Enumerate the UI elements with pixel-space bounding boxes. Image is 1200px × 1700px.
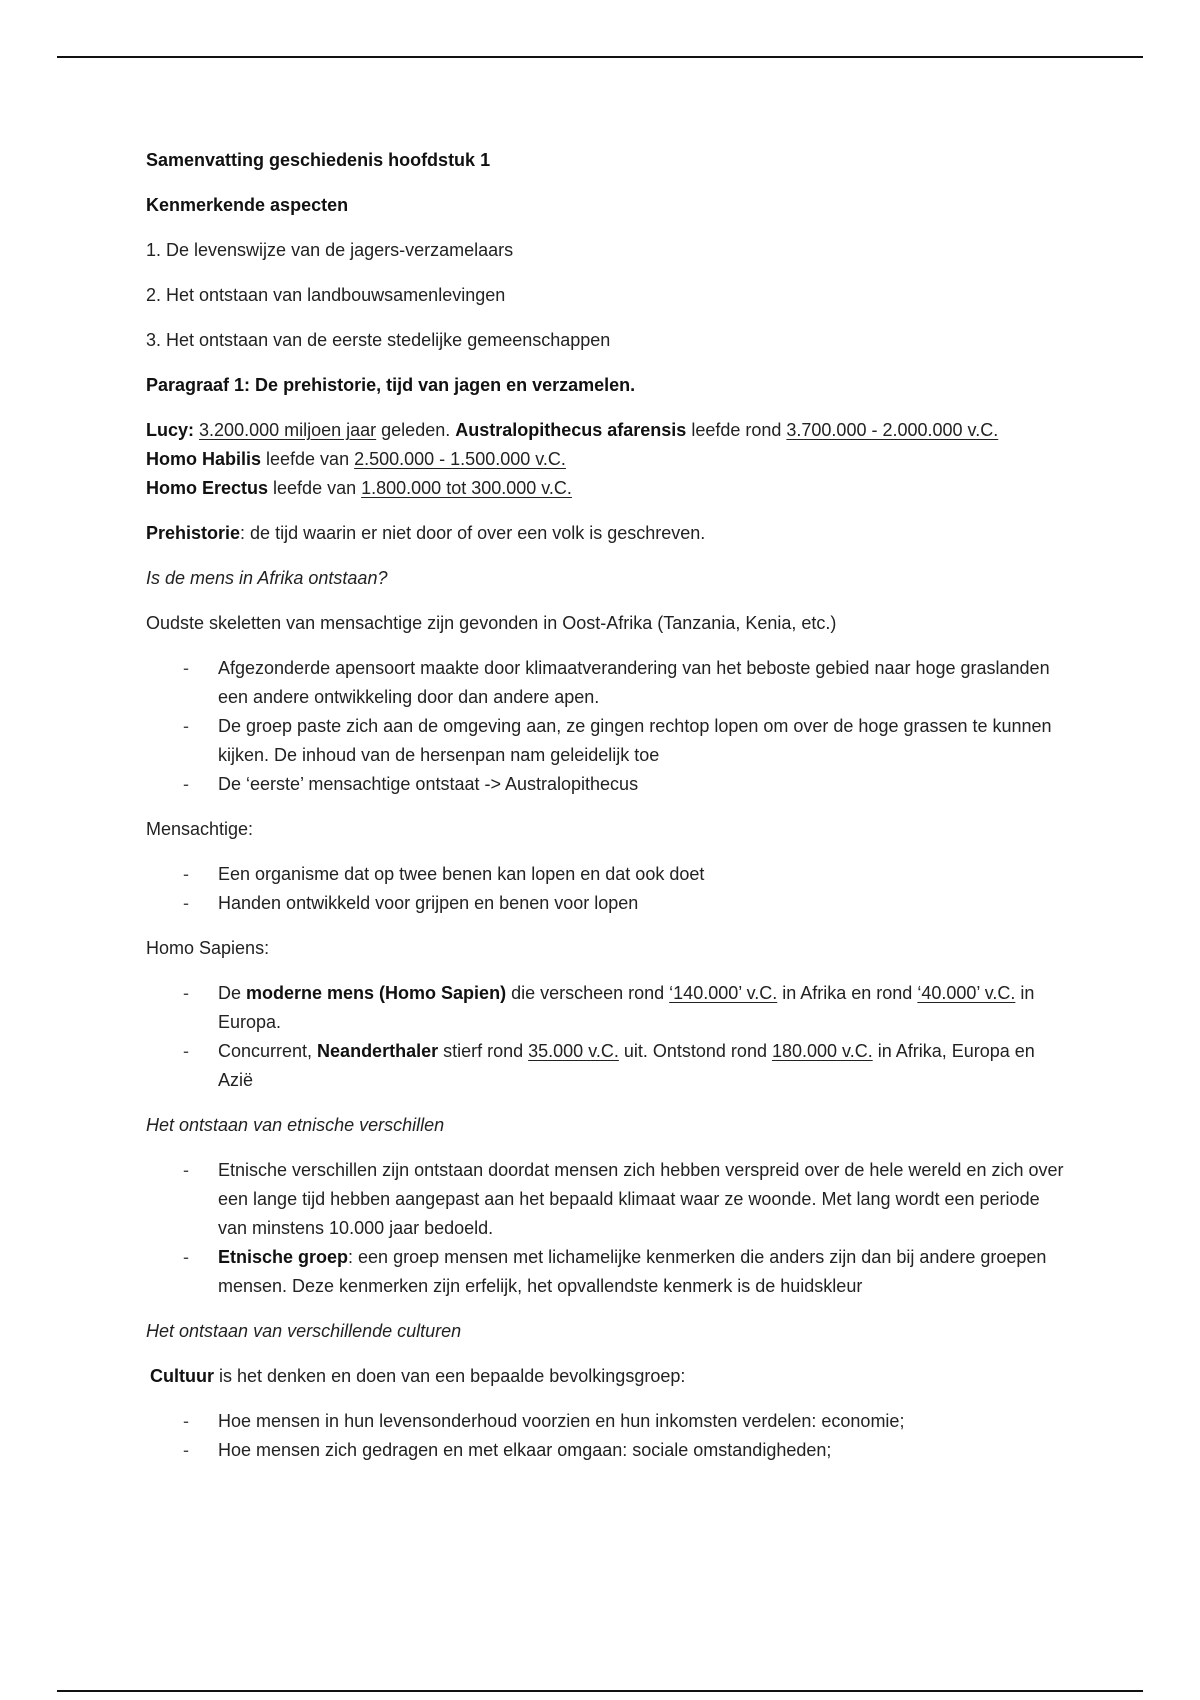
list-item: - Handen ontwikkeld voor grijpen en benen voor lopen (146, 889, 1066, 918)
paragraph1-heading: Paragraaf 1: De prehistorie, tijd van jagen en verzamelen. (146, 375, 636, 395)
africa-points-list (146, 654, 1066, 799)
list-item: - De groep paste zich aan de omgeving aan, ze gingen rechtop lopen om over de hoge grassen te kunnen kijken. De inhoud van de hersenpan nam geleidelijk toe (146, 712, 1066, 770)
list-item: - De ‘eerste’ mensachtige ontstaat -> Australopithecus (146, 770, 1066, 799)
sapiens-label: Homo Sapiens: (146, 938, 270, 958)
aspects-heading: Kenmerkende aspecten (146, 195, 349, 215)
aspect-item: 3. Het ontstaan van de eerste stedelijke gemeenschappen (146, 330, 611, 350)
erectus-line: Homo Erectus leefde van 1.800.000 tot 300.000 v.C. (146, 478, 572, 498)
footer-rule (57, 1690, 1143, 1692)
culture-definition: Cultuur is het denken en doen van een bepaalde bevolkingsgroep: (150, 1366, 686, 1386)
mensachtige-list (146, 860, 1066, 918)
list-item: - De moderne mens (Homo Sapien) die verscheen rond ‘140.000’ v.C. in Afrika en rond ‘40.000’ v.C. in Europa. (146, 979, 1066, 1037)
lucy-line: Lucy: 3.200.000 miljoen jaar geleden. Australopithecus afarensis leefde rond 3.700.000 - 2.000.000 v.C. (146, 420, 999, 440)
list-item: - Afgezonderde apensoort maakte door klimaatverandering van het beboste gebied naar hoge graslanden een andere ontwikkeling door dan andere apen. (146, 654, 1066, 712)
prehistory-definition: Prehistorie: de tijd waarin er niet door of over een volk is geschreven. (146, 523, 706, 543)
document-body (146, 146, 1066, 1481)
africa-question-heading: Is de mens in Afrika ontstaan? (146, 568, 388, 588)
oldest-skeletons-text: Oudste skeletten van mensachtige zijn gevonden in Oost-Afrika (Tanzania, Kenia, etc.) (146, 613, 837, 633)
list-item: - Een organisme dat op twee benen kan lopen en dat ook doet (146, 860, 1066, 889)
sapiens-list (146, 979, 1066, 1095)
list-item: - Etnische groep: een groep mensen met lichamelijke kenmerken die anders zijn dan bij andere groepen mensen. Deze kenmerken zijn erfelijk, het opvallendste kenmerk is de huidskleur (146, 1243, 1066, 1301)
list-item: - Hoe mensen zich gedragen en met elkaar omgaan: sociale omstandigheden; (146, 1436, 1066, 1465)
culture-list (146, 1407, 1066, 1465)
document-title: Samenvatting geschiedenis hoofdstuk 1 (146, 150, 491, 170)
cultures-heading: Het ontstaan van verschillende culturen (146, 1321, 462, 1341)
list-item: - Concurrent, Neanderthaler stierf rond 35.000 v.C. uit. Ontstond rond 180.000 v.C. in Afrika, Europa en Azië (146, 1037, 1066, 1095)
aspect-item: 1. De levenswijze van de jagers-verzamelaars (146, 240, 514, 260)
ethnic-heading: Het ontstaan van etnische verschillen (146, 1115, 445, 1135)
list-item: - Etnische verschillen zijn ontstaan doordat mensen zich hebben verspreid over de hele wereld en zich over een lange tijd hebben aangepast aan het bepaald klimaat waar ze woonde. Met lang wordt een periode van minstens 10.000 jaar bedoeld. (146, 1156, 1066, 1243)
ethnic-list (146, 1156, 1066, 1301)
header-rule (57, 56, 1143, 58)
mensachtige-label: Mensachtige: (146, 819, 254, 839)
habilis-line: Homo Habilis leefde van 2.500.000 - 1.500.000 v.C. (146, 449, 566, 469)
aspect-item: 2. Het ontstaan van landbouwsamenlevingen (146, 285, 506, 305)
list-item: - Hoe mensen in hun levensonderhoud voorzien en hun inkomsten verdelen: economie; (146, 1407, 1066, 1436)
